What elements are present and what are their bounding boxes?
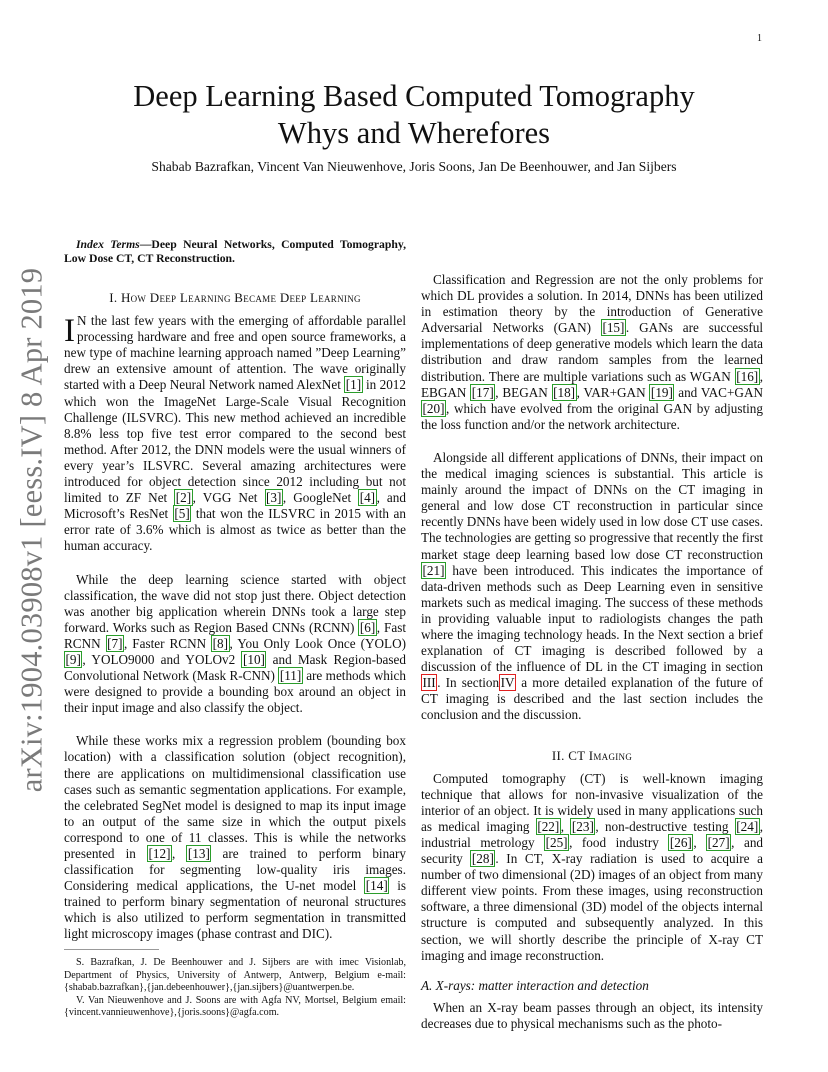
text-run: , and Microsoft’s ResNet	[64, 490, 406, 522]
paragraph-5	[421, 450, 763, 724]
paragraph-6	[421, 771, 763, 964]
title-line-1: Deep Learning Based Computed Tomography	[133, 79, 695, 113]
citation-link[interactable]: [25]	[545, 835, 568, 850]
text-run: , which have evolved from the original GAN by adjusting the loss function and/or the network architecture.	[421, 400, 763, 432]
author-list: Shabab Bazrafkan, Vincent Van Nieuwenhove, Joris Soons, Jan De Beenhouwer, and Jan Sijbers	[151, 159, 677, 174]
section-2-numeral: II.	[551, 747, 569, 763]
text-run: ,	[693, 835, 707, 850]
text-run: have been introduced. This indicates the importance of data-driven methods such as Deep Learning even in sensitive markets such as medical imaging. The success of these methods in providing valuable input to radiologists changes the path where the imaging technology heads. In the Next section a brief explanation of CT imaging is described followed by a discussion of the influence of DL in the CT imaging in section	[421, 562, 763, 675]
citation-link[interactable]: [17]	[471, 384, 494, 400]
citation-link[interactable]: [11]	[279, 668, 302, 684]
left-column	[64, 238, 406, 943]
arxiv-stamp	[12, 267, 52, 793]
citation-link[interactable]: [15]	[602, 320, 625, 336]
text-run: . In CT, X-ray radiation is used to acquire a number of two dimensional (2D) images of an object from many different view points. From these images, using reconstruction software, a three dimensional (3D) model of the objects internal structure is computed and subsequently analyzed. In this section, we will shortly describe the principle of X-ray CT imaging and image reconstruction.	[421, 851, 763, 963]
index-terms-label: Index Terms	[76, 238, 140, 251]
text-run: , food industry	[569, 835, 669, 850]
footnote-rule	[64, 949, 159, 950]
text-run: a more detailed explanation of the future of CT imaging is described and the last section includes the conclusion and the discussion.	[421, 675, 763, 723]
text-run: , VGG Net	[192, 490, 265, 506]
citation-link[interactable]: [22]	[537, 818, 560, 834]
title-line-2: Whys and Wherefores	[277, 116, 551, 150]
citation-link[interactable]: [24]	[736, 818, 759, 834]
text-run: are trained to perform binary classification for segmenting low-quality iris images. Considering medical applications, the U-net model	[64, 846, 407, 894]
text-run: , Fast RCNN	[64, 619, 406, 651]
text-run: , GoogleNet	[282, 490, 359, 506]
text-run: , industrial metrology	[421, 818, 764, 850]
text-run: Classification and Regression are not the only problems for which DL provides a solution. In 2014, DNNs has been utilized in estimation theory by the introduction of Generative Adversarial Networks (GAN)	[421, 272, 763, 336]
footnote-2: V. Van Nieuwenhove and J. Soons are with Agfa NV, Mortsel, Belgium email: {vincent.vannieuwenhove},{joris.soons}@agfa.com.	[64, 994, 406, 1019]
citation-link[interactable]: [6]	[359, 619, 376, 635]
citation-link[interactable]: [3]	[266, 490, 282, 506]
citation-link[interactable]: [16]	[736, 368, 759, 384]
section-1-title: How Deep Learning Became Deep Learning	[120, 290, 361, 305]
text-run: that won the ILSVRC in 2015 with an error rate of 3.6% which is almost as twice as better than the human accuracy.	[64, 506, 406, 554]
citation-link[interactable]: [1]	[345, 377, 362, 393]
section-2-title: CT Imaging	[568, 747, 633, 763]
paragraph-7: When an X-ray beam passes through an object, its intensity decreases due to physical mechanisms such as the photo-	[421, 999, 763, 1031]
text-run: , YOLO9000 and YOLOv2	[82, 651, 242, 667]
right-column	[421, 238, 763, 1032]
text-run: N the last few years with the emerging of affordable parallel processing hardware and free and open source frameworks, a new type of machine learning approach named ”Deep Learning” drew an extensive amount of attention. The wave originally started with a Deep Neural Network named AlexNet	[64, 313, 406, 393]
section-1-numeral: I.	[109, 290, 121, 305]
citation-link[interactable]: [26]	[669, 835, 692, 850]
text-run: Alongside all different applications of DNNs, their impact on the medical imaging sciences is substantial. This article is mainly around the impact of DNNs on the CT imaging in general and low dose CT reconstruction in particular since recently DNNs have been widely used in low dose CT use cases. The technologies are getting so progressive that recently the first market stage deep learning based low dose CT reconstruction	[421, 449, 763, 562]
citation-link[interactable]: [13]	[187, 846, 210, 861]
text-run: While these works mix a regression problem (bounding box location) with a classification solution (object recognition), there are applications on multidimensional classification use cases such as semantic segmentation applications. For example, the celebrated SegNet model is designed to map its input image to an output of the same size in which the output pixels correspond to one of 11 classes. This is while the networks presented in	[64, 733, 406, 861]
text-run: are methods which were designed to provide a bounding box around an object in their input image and also classify the object.	[64, 668, 406, 716]
citation-link[interactable]: [8]	[212, 635, 228, 651]
text-run: , Faster RCNN	[124, 635, 212, 651]
citation-link[interactable]: [2]	[175, 490, 192, 506]
index-terms-text: —Deep Neural Networks, Computed Tomography, Low Dose CT, CT Reconstruction.	[64, 238, 406, 265]
text-run: While the deep learning science started with object classification, the wave did not stop just there. Object detection was another big application wherein DNNs took a large step forward. Works such as Region Based CNNs (RCNN)	[64, 571, 406, 635]
footnote-1: S. Bazrafkan, J. De Beenhouwer and J. Sijbers are with imec Visionlab, Department of Physics, University of Antwerp, Antwerp, Belgium e-mail: {shabab.bazrafkan},{jan.debeenhouwer},{jan.sijbers}@uantwerpen.be.	[64, 957, 406, 994]
drop-cap: I	[64, 313, 75, 350]
text-run: Computed tomography (CT) is well-known imaging technique that allows for non-invasive visualization of the interior of an object. It is widely used in many applications such as medical imaging	[421, 770, 763, 834]
citation-link[interactable]: [5]	[174, 506, 190, 522]
citation-link[interactable]: [20]	[422, 400, 445, 416]
citation-link[interactable]: [7]	[107, 635, 123, 651]
subsection-heading-a: A. X-rays: matter interaction and detection	[421, 977, 649, 993]
text-run: , BEGAN	[495, 384, 552, 400]
text-run: is trained to perform binary segmentation of neuronal structures which is also utilized to perform segmentation in transmitted light microscopy images (phase contrast and DIC).	[64, 878, 406, 942]
text-run: ,	[560, 818, 571, 834]
citation-link[interactable]: [27]	[707, 835, 730, 850]
text-run: in 2012 which won the ImageNet Large-Scale Visual Recognition Challenge (ILSVRC). This new method achieved an incredible 8.8% less top five test error compared to the second best method. After 2012, the DNN models were the usual winners of every year’s ILSVRC. Several amazing architectures were introduced for object detection since 2012 including but not limited to ZF Net	[64, 377, 406, 506]
text-run: , and security	[421, 835, 764, 867]
section-link[interactable]: III	[422, 675, 436, 691]
text-run: . In section	[437, 675, 500, 691]
page-number: 1	[757, 33, 762, 44]
text-run: , non-destructive testing	[595, 818, 735, 834]
text-run: and Mask Region-based Convolutional Network (Mask R-CNN)	[64, 651, 406, 684]
text-run: . GANs are successful implementations of deep generative models which learn the data distribution and draw random samples from the learned distribution. There are multiple variations such as WGAN	[421, 320, 763, 384]
citation-link[interactable]: [23]	[571, 818, 594, 834]
section-heading-1	[64, 290, 406, 306]
citation-link[interactable]: [10]	[242, 651, 265, 667]
arxiv-id: arXiv:1904.03908v1 [eess.IV] 8 Apr 2019	[14, 267, 49, 793]
paragraph-4	[421, 272, 763, 433]
section-heading-2	[421, 748, 763, 764]
citation-link[interactable]: [9]	[65, 651, 81, 667]
text-run: and VAC+GAN	[674, 384, 763, 400]
citation-link[interactable]: [18]	[553, 384, 576, 400]
text-run: , EBGAN	[421, 368, 763, 400]
paragraph-2	[64, 572, 406, 717]
section-link[interactable]: IV	[500, 675, 515, 691]
footnotes	[64, 957, 406, 1020]
index-terms	[64, 238, 406, 266]
text-run: , VAR+GAN	[576, 384, 650, 400]
citation-link[interactable]: [4]	[359, 490, 376, 506]
text-run: , You Only Look Once (YOLO)	[229, 635, 407, 651]
paragraph-3	[64, 733, 406, 942]
paper-title	[64, 78, 764, 152]
citation-link[interactable]: [14]	[365, 878, 388, 894]
citation-link[interactable]: [12]	[148, 846, 171, 861]
citation-link[interactable]: [19]	[650, 384, 673, 400]
text-run: ,	[171, 846, 187, 861]
paragraph-1	[64, 313, 406, 554]
citation-link[interactable]: [21]	[422, 562, 445, 578]
citation-link[interactable]: [28]	[471, 851, 494, 867]
